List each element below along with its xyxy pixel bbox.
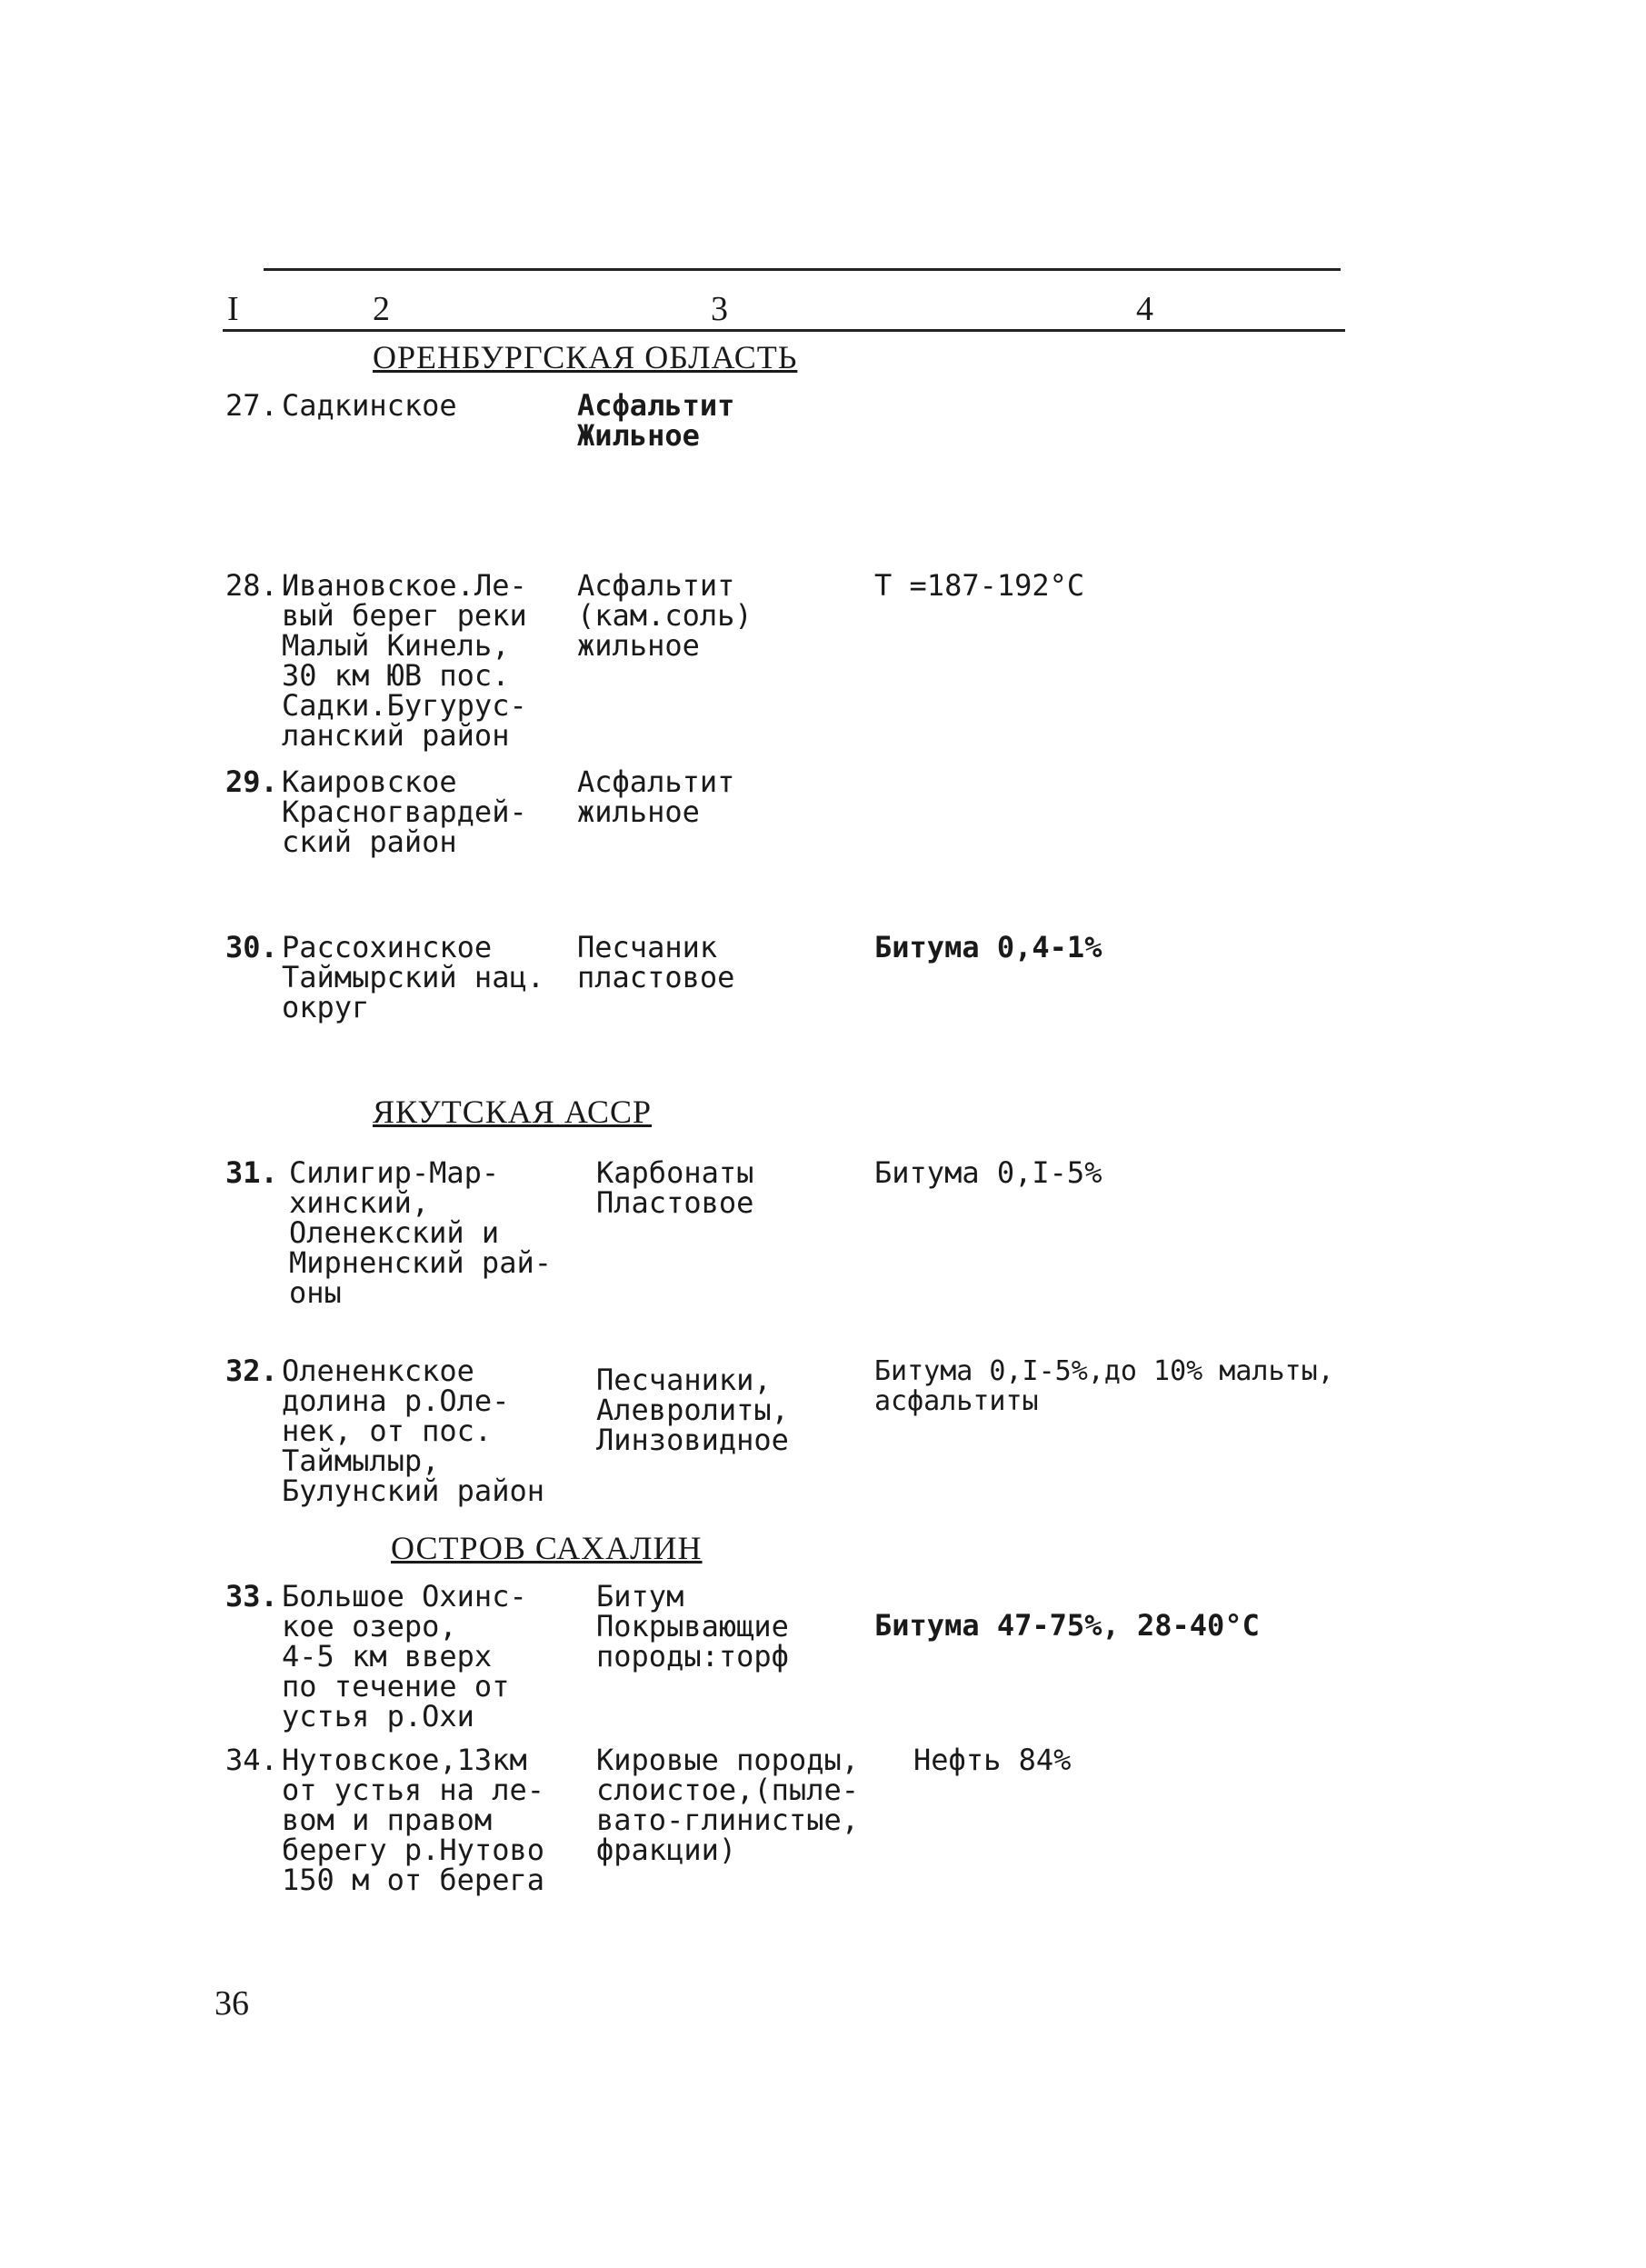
header-rule (223, 329, 1345, 332)
rock-type: Асфальтит Жильное (577, 388, 735, 453)
rock-type: Карбонаты Пластовое (596, 1155, 754, 1220)
row-number: 29. (225, 764, 278, 799)
row-number: 33. (225, 1579, 278, 1614)
section-heading: ОСТРОВ САХАЛИН (391, 1530, 703, 1566)
characteristics: Битума 0,I-5% (874, 1155, 1102, 1190)
column-header-3: 3 (711, 290, 728, 328)
row-number: 27. (225, 388, 278, 423)
section-heading: ОРЕНБУРГСКАЯ ОБЛАСТЬ (373, 339, 798, 375)
page-number: 36 (214, 1984, 249, 2023)
rock-type: Песчаник пластовое (577, 930, 735, 994)
characteristics: Битума 0,I-5%,до 10% мальты, асфальтиты (874, 1355, 1334, 1417)
top-rule (264, 268, 1341, 271)
deposit-name: Каировское Красногвардей- ский район (282, 764, 527, 859)
deposit-name: Большое Охинс- кое озеро, 4-5 км вверх по течение от устья р.Охи (282, 1579, 527, 1733)
characteristics: Битума 47-75%, 28-40°С (874, 1608, 1260, 1643)
deposit-name: Рассохинское Таймырский нац. округ (282, 930, 544, 1024)
deposit-name: Олененкское долина р.Оле- нек, от пос. Таймылыр, Булунский район (282, 1354, 544, 1508)
row-number: 28. (225, 568, 278, 603)
rock-type: Песчаники, Алевролиты, Линзовидное (596, 1363, 789, 1457)
row-number: 31. (225, 1155, 278, 1190)
rock-type: Кировые породы, слоистое,(пыле- вато-глинистые, фракции) (596, 1743, 859, 1867)
deposit-name: Силигир-Мар- хинский, Оленекский и Мирненский рай- оны (289, 1155, 552, 1310)
rock-type: Битум Покрывающие породы:торф (596, 1579, 789, 1674)
deposit-name: Садкинское (282, 388, 457, 423)
row-number: 30. (225, 930, 278, 964)
column-header-1: I (227, 290, 239, 328)
row-number: 32. (225, 1354, 278, 1388)
section-heading: ЯКУТСКАЯ АССР (373, 1094, 653, 1130)
column-header-4: 4 (1136, 290, 1153, 328)
column-header-2: 2 (373, 290, 390, 328)
row-number: 34. (225, 1743, 278, 1777)
characteristics: Нефть 84% (913, 1743, 1072, 1777)
characteristics: Битума 0,4-1% (874, 930, 1102, 964)
deposit-name: Ивановское.Ле- вый берег реки Малый Кинель, 30 км ЮВ пос. Садки.Бугурус- ланский район (282, 568, 527, 753)
rock-type: Асфальтит (кам.соль) жильное (577, 568, 753, 663)
rock-type: Асфальтит жильное (577, 764, 735, 829)
deposit-name: Нутовское,13км от устья на ле- вом и правом берегу р.Нутово 150 м от берега (282, 1743, 544, 1897)
characteristics: Т =187-192°С (874, 568, 1085, 603)
